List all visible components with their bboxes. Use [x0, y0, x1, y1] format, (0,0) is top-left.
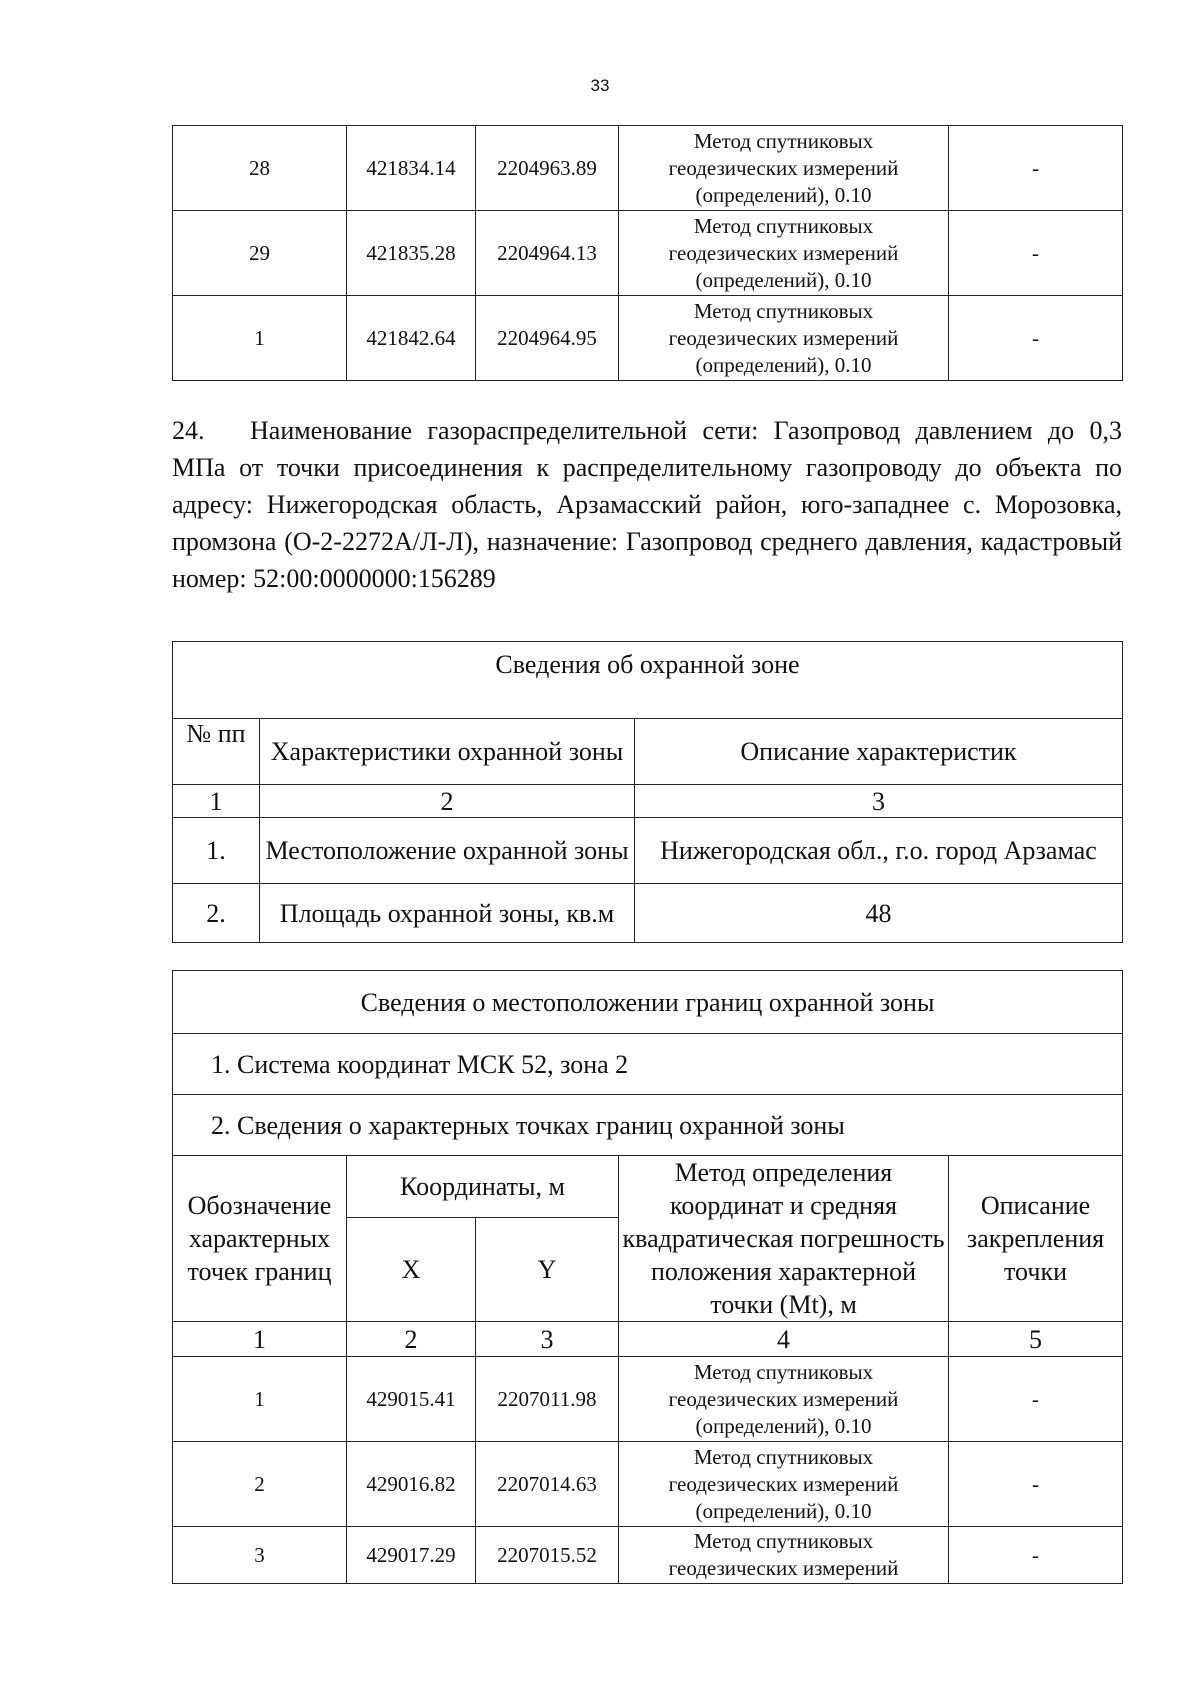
y-cell: 2207015.52: [476, 1527, 619, 1584]
zone-index-cell: 2: [260, 785, 635, 818]
header-y: Y: [476, 1218, 619, 1322]
bounds-index-cell: 4: [619, 1322, 949, 1357]
points-info-line: 2. Сведения о характерных точках границ охранной зоны: [173, 1095, 1123, 1156]
x-cell: 421834.14: [347, 126, 476, 211]
fixation-cell: -: [949, 211, 1123, 296]
method-cell: Метод спутниковых геодезических измерений (определений), 0.10: [619, 211, 949, 296]
zone-header-characteristics: Характеристики охранной зоны: [260, 719, 635, 785]
header-designation: Обозначение характерных точек границ: [173, 1156, 347, 1322]
fixation-cell: -: [949, 1442, 1123, 1527]
fixation-cell: -: [949, 126, 1123, 211]
zone-header-description: Описание характеристик: [635, 719, 1123, 785]
coordinate-system-line: 1. Система координат МСК 52, зона 2: [173, 1034, 1123, 1095]
header-method: Метод определения координат и средняя квадратическая погрешность положения характерной точки (Mt), м: [619, 1156, 949, 1322]
table-row: [173, 126, 1123, 211]
fixation-cell: -: [949, 1527, 1123, 1584]
method-cell: Метод спутниковых геодезических измерений: [619, 1527, 949, 1584]
zone-index-cell: 1: [173, 785, 260, 818]
method-cell: Метод спутниковых геодезических измерений (определений), 0.10: [619, 126, 949, 211]
bounds-table-title: Сведения о местоположении границ охранной зоны: [173, 971, 1123, 1034]
bounds-index-cell: 2: [347, 1322, 476, 1357]
zone-table-title: Сведения об охранной зоне: [173, 642, 1123, 719]
y-cell: 2207011.98: [476, 1357, 619, 1442]
header-x: X: [347, 1218, 476, 1322]
point-cell: 1: [173, 1357, 347, 1442]
y-cell: 2207014.63: [476, 1442, 619, 1527]
y-cell: 2204964.95: [476, 296, 619, 381]
point-cell: 2: [173, 1442, 347, 1527]
zone-row-value: 48: [635, 884, 1123, 943]
zone-row-value: Нижегородская обл., г.о. город Арзамас: [635, 818, 1123, 884]
page-number: 33: [590, 76, 610, 95]
zone-row-characteristic: Площадь охранной зоны, кв.м: [260, 884, 635, 943]
table-row: [173, 296, 1123, 381]
table-row: [173, 818, 1123, 884]
bounds-index-cell: 3: [476, 1322, 619, 1357]
zone-row-number: 2.: [173, 884, 260, 943]
x-cell: 421835.28: [347, 211, 476, 296]
zone-row-number: 1.: [173, 818, 260, 884]
method-cell: Метод спутниковых геодезических измерений (определений), 0.10: [619, 1442, 949, 1527]
zone-row-characteristic: Местоположение охранной зоны: [260, 818, 635, 884]
y-cell: 2204963.89: [476, 126, 619, 211]
zone-index-cell: 3: [635, 785, 1123, 818]
header-fixation: Описание закрепления точки: [949, 1156, 1123, 1322]
header-coordinates: Координаты, м: [347, 1156, 619, 1218]
section-number: 24.: [172, 416, 205, 445]
fixation-cell: -: [949, 296, 1123, 381]
x-cell: 429016.82: [347, 1442, 476, 1527]
table-row: [173, 1357, 1123, 1442]
x-cell: 429017.29: [347, 1527, 476, 1584]
method-cell: Метод спутниковых геодезических измерений (определений), 0.10: [619, 296, 949, 381]
x-cell: 421842.64: [347, 296, 476, 381]
table-row: [173, 1527, 1123, 1584]
bounds-index-cell: 1: [173, 1322, 347, 1357]
table-row: [173, 211, 1123, 296]
point-cell: 29: [173, 211, 347, 296]
zone-header-number: № пп: [173, 719, 260, 785]
bounds-index-cell: 5: [949, 1322, 1123, 1357]
section-24-paragraph: [172, 412, 1122, 597]
coordinates-table-continued: [172, 125, 1123, 381]
point-cell: 28: [173, 126, 347, 211]
point-cell: 3: [173, 1527, 347, 1584]
fixation-cell: -: [949, 1357, 1123, 1442]
y-cell: 2204964.13: [476, 211, 619, 296]
point-cell: 1: [173, 296, 347, 381]
table-row: [173, 1442, 1123, 1527]
zone-boundaries-table: [172, 970, 1123, 1584]
protection-zone-table: [172, 641, 1123, 943]
section-text: Наименование газораспределительной сети: Газопровод давлением до 0,3 МПа от точки присоединения к распределительному газопроводу до объекта по адресу: Нижегородская область, Арзамасский район, юго-западнее с. Морозовка, промзона (О-2-2272А/Л-Л), назначение: Газопровод среднего давления, кадастровый номер: 52:00:0000000:156289: [172, 416, 1122, 593]
method-cell: Метод спутниковых геодезических измерений (определений), 0.10: [619, 1357, 949, 1442]
x-cell: 429015.41: [347, 1357, 476, 1442]
table-row: [173, 884, 1123, 943]
